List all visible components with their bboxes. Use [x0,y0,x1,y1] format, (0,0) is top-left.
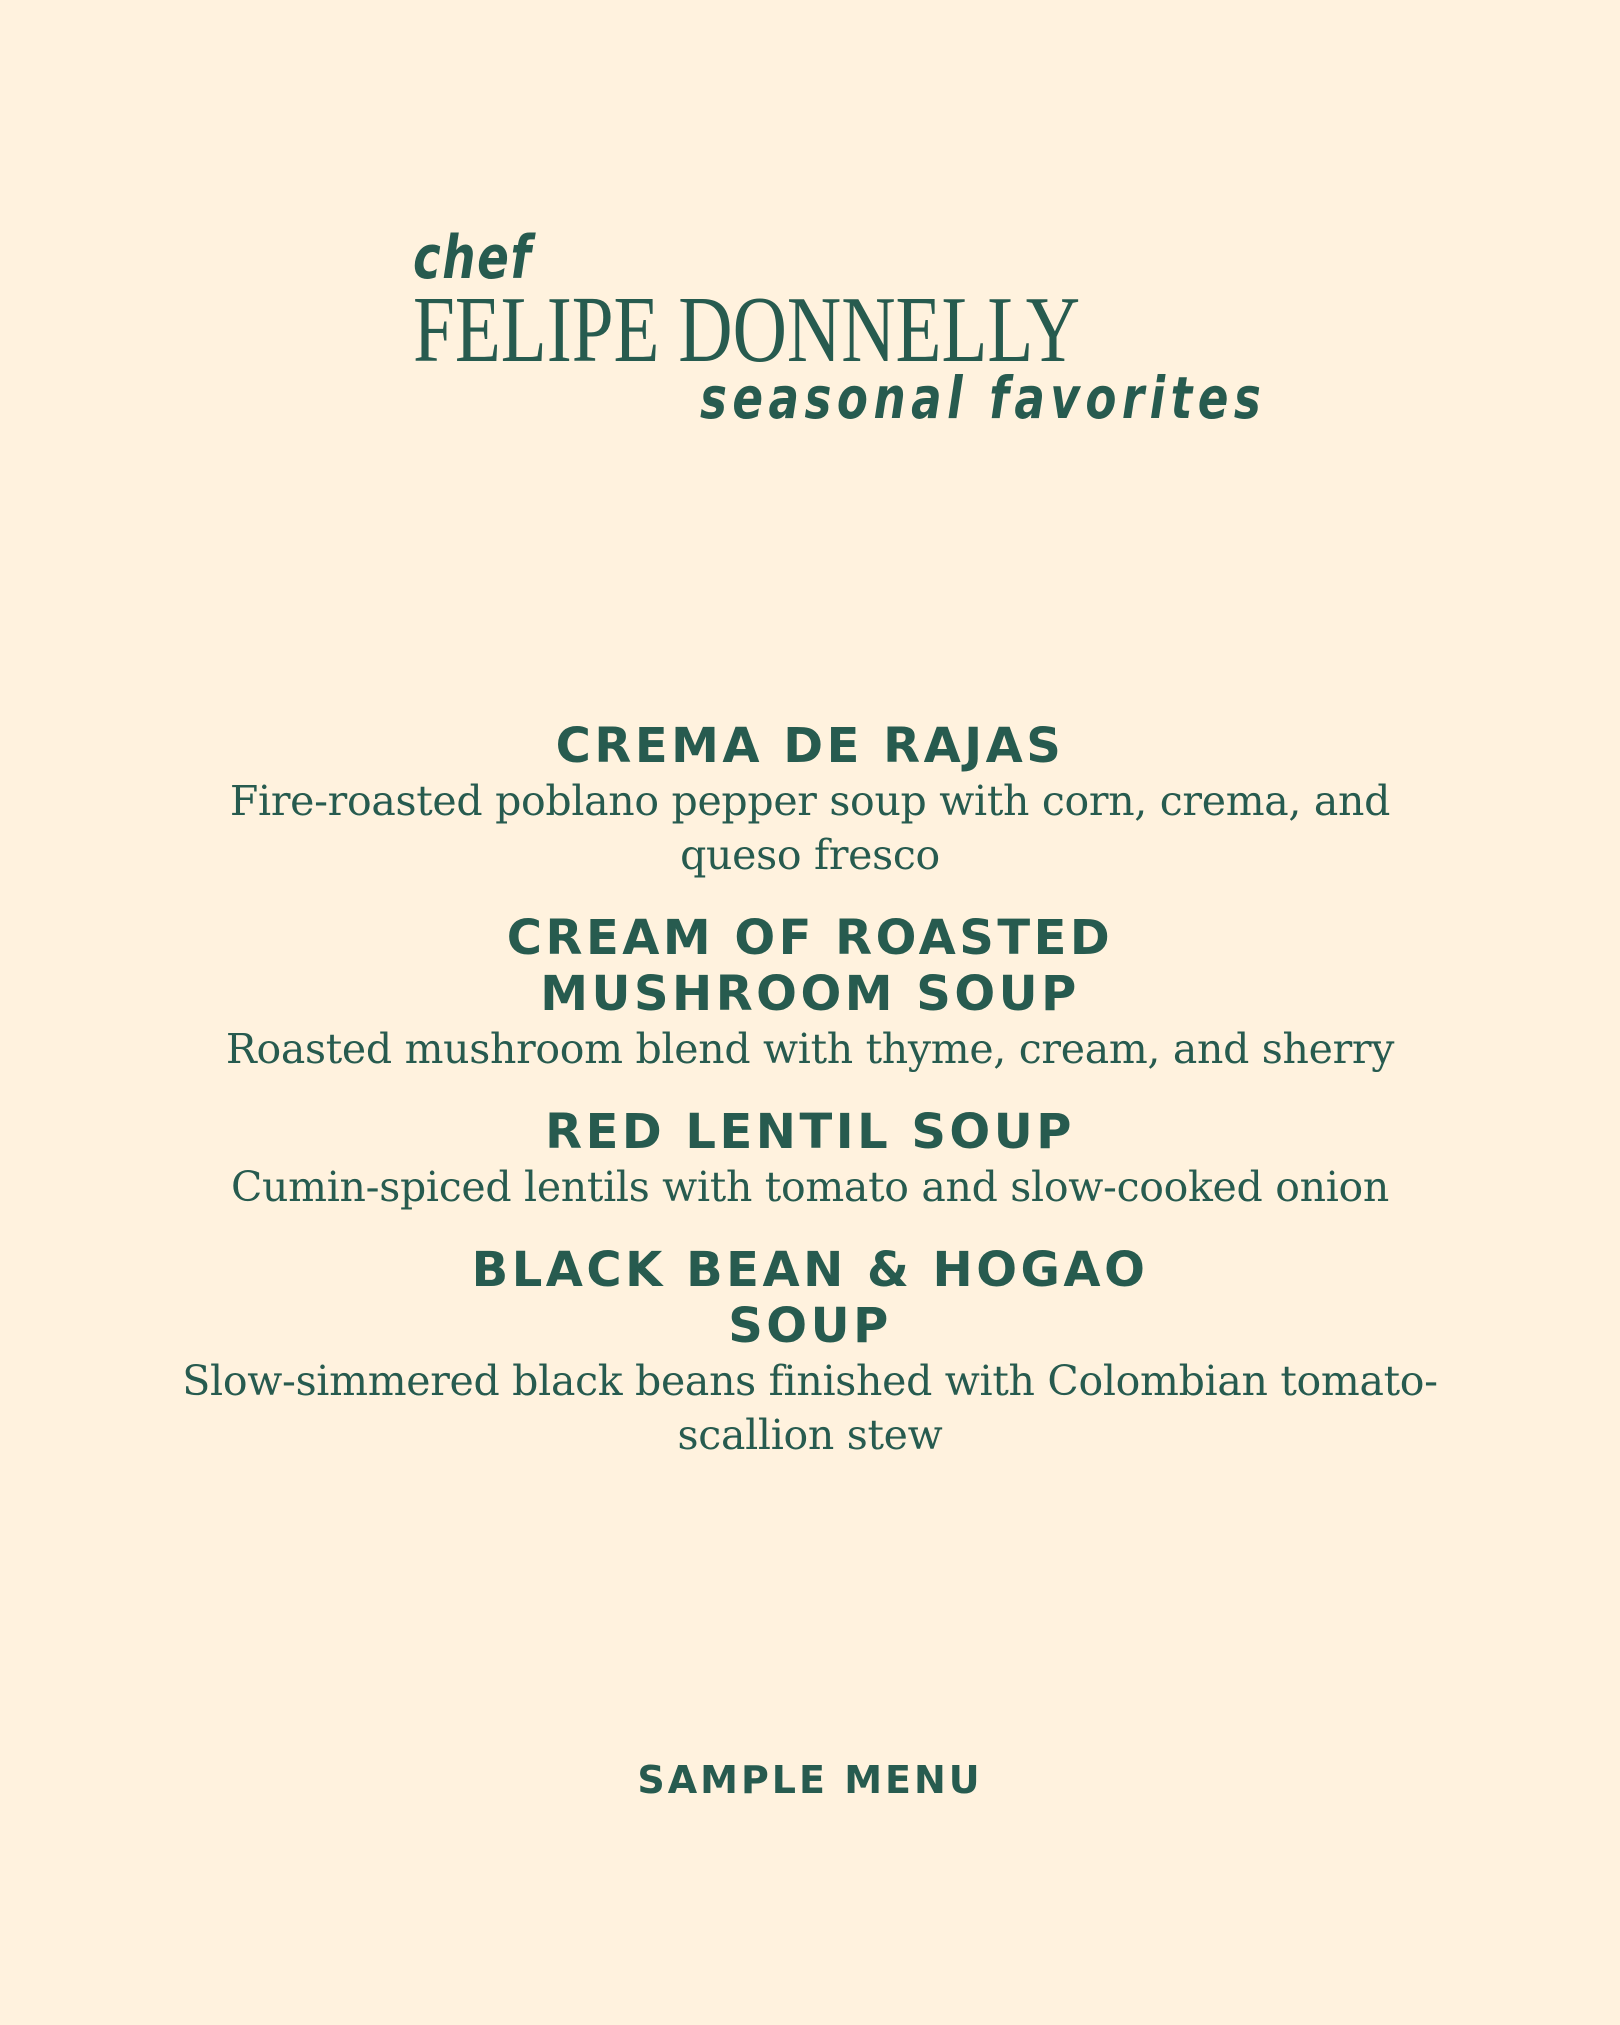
menu-item-title: BLACK BEAN & HOGAO SOUP [471,1242,1149,1354]
menu-item-description: Fire-roasted poblano pepper soup with corn, crema, and queso fresco [229,777,1391,879]
menu-item [160,910,1460,1076]
menu-item [160,1104,1460,1214]
menu-item-description: Roasted mushroom blend with thyme, cream, and sherry [225,1025,1395,1073]
menu-item [160,718,1460,882]
menu-item-title: CREMA DE RAJAS [555,718,1065,774]
logo-subtitle: seasonal favorites [700,364,1267,432]
menu-item-description: Slow-simmered black beans finished with Colombian tomato-scallion stew [182,1357,1438,1459]
sample-menu-label: SAMPLE MENU [637,1758,983,1802]
menu-item-description: Cumin-spiced lentils with tomato and slow-cooked onion [230,1163,1389,1211]
menu-item-title: RED LENTIL SOUP [545,1104,1075,1160]
chef-logo [0,0,1620,450]
logo-chef-prefix: chef [413,223,533,293]
logo-chef-name: FELIPE DONNELLY [413,278,1081,382]
menu-list [160,718,1460,1490]
menu-item [160,1242,1460,1462]
menu-item-title: CREAM OF ROASTED MUSHROOM SOUP [506,910,1114,1022]
